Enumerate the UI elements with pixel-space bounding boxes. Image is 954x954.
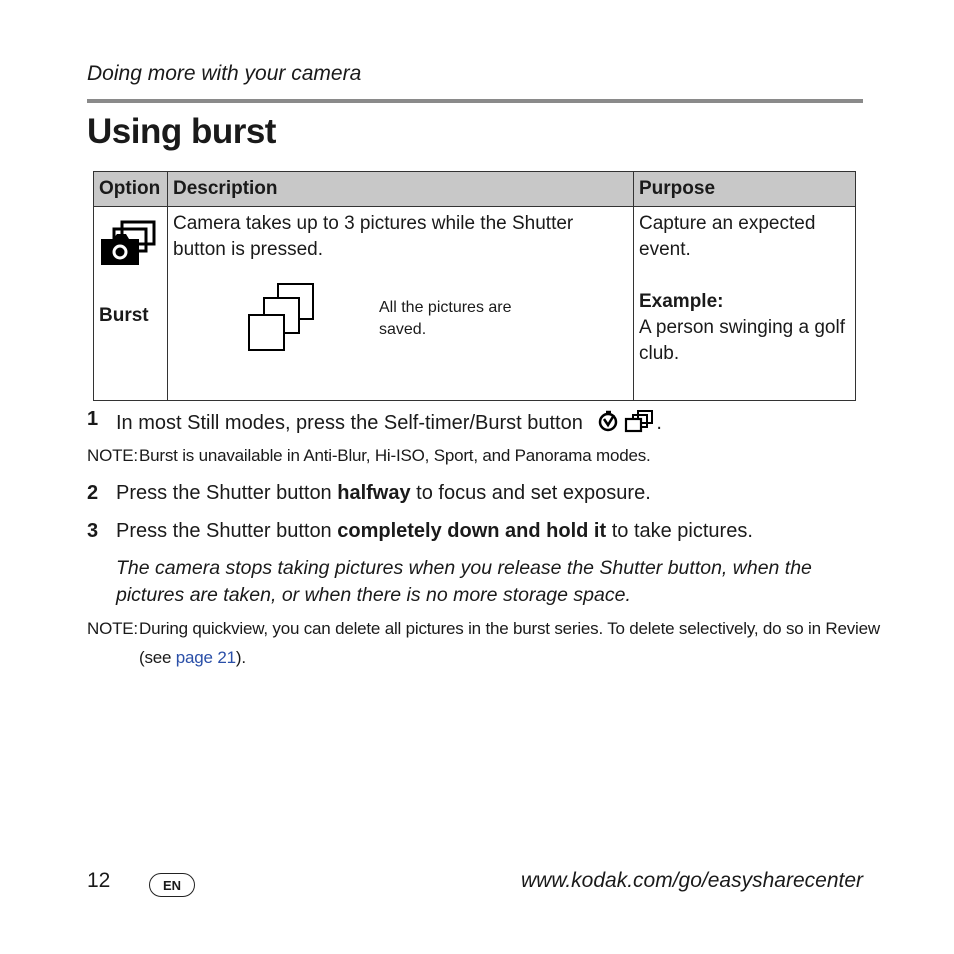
example-label: Example: [639, 291, 724, 312]
purpose-cell [634, 207, 856, 401]
step-text-pre: Press the Shutter button [116, 520, 338, 542]
note-label: NOTE: [87, 619, 138, 638]
note-text-line1: During quickview, you can delete all pictures in the burst series. To delete selectively, do so in Review [139, 619, 880, 638]
note-text: Burst is unavailable in Anti-Blur, Hi-ISO, Sport, and Panorama modes. [139, 446, 651, 465]
step-text-bold: halfway [337, 482, 411, 504]
note-text-line2 [139, 648, 246, 668]
result-paragraph: The camera stops taking pictures when you release the Shutter button, when the pictures are taken, or when there is no more storage space. [116, 557, 812, 606]
illustration-caption: All the pictures are saved. [379, 299, 512, 338]
note-text-post: ). [235, 648, 246, 667]
table-row [94, 207, 856, 401]
note-text-pre: (see [139, 648, 176, 667]
step-text [116, 482, 651, 505]
burst-options-table [93, 171, 856, 401]
page-number: 12 [87, 869, 111, 892]
option-label: Burst [99, 305, 149, 326]
self-timer-burst-icon [596, 408, 656, 434]
column-header-purpose: Purpose [634, 172, 856, 207]
footer-url: www.kodak.com/go/easysharecenter [521, 869, 863, 892]
step-number: 1 [87, 408, 99, 430]
section-title: Doing more with your camera [87, 62, 362, 85]
table-header-row [94, 172, 856, 207]
step-text-post: . [656, 412, 662, 434]
description-text: Camera takes up to 3 pictures while the Shutter button is pressed. [173, 213, 574, 260]
step-text-post: to focus and set exposure. [410, 482, 651, 504]
example-text: A person swinging a golf club. [639, 317, 845, 364]
step-text [116, 520, 753, 543]
step-text-pre: In most Still modes, press the Self-timer/Burst button [116, 412, 583, 434]
page-title: Using burst [87, 112, 276, 151]
description-cell [168, 207, 634, 401]
note-label: NOTE: [87, 446, 138, 465]
column-header-description: Description [168, 172, 634, 207]
step-number: 3 [87, 520, 99, 542]
step-text-bold: completely down and hold it [337, 520, 607, 542]
purpose-text: Capture an expected event. [639, 213, 816, 260]
step-text-post: to take pictures. [606, 520, 753, 542]
step-number: 2 [87, 482, 99, 504]
option-cell [94, 207, 168, 401]
page-21-link[interactable]: page 21 [175, 648, 236, 667]
header-rule [87, 99, 863, 103]
burst-mode-icon [99, 219, 157, 271]
column-header-option: Option [94, 172, 168, 207]
language-badge: EN [149, 873, 195, 897]
step-text [116, 408, 662, 435]
step-text-pre: Press the Shutter button [116, 482, 338, 504]
stacked-frames-icon [246, 282, 318, 358]
